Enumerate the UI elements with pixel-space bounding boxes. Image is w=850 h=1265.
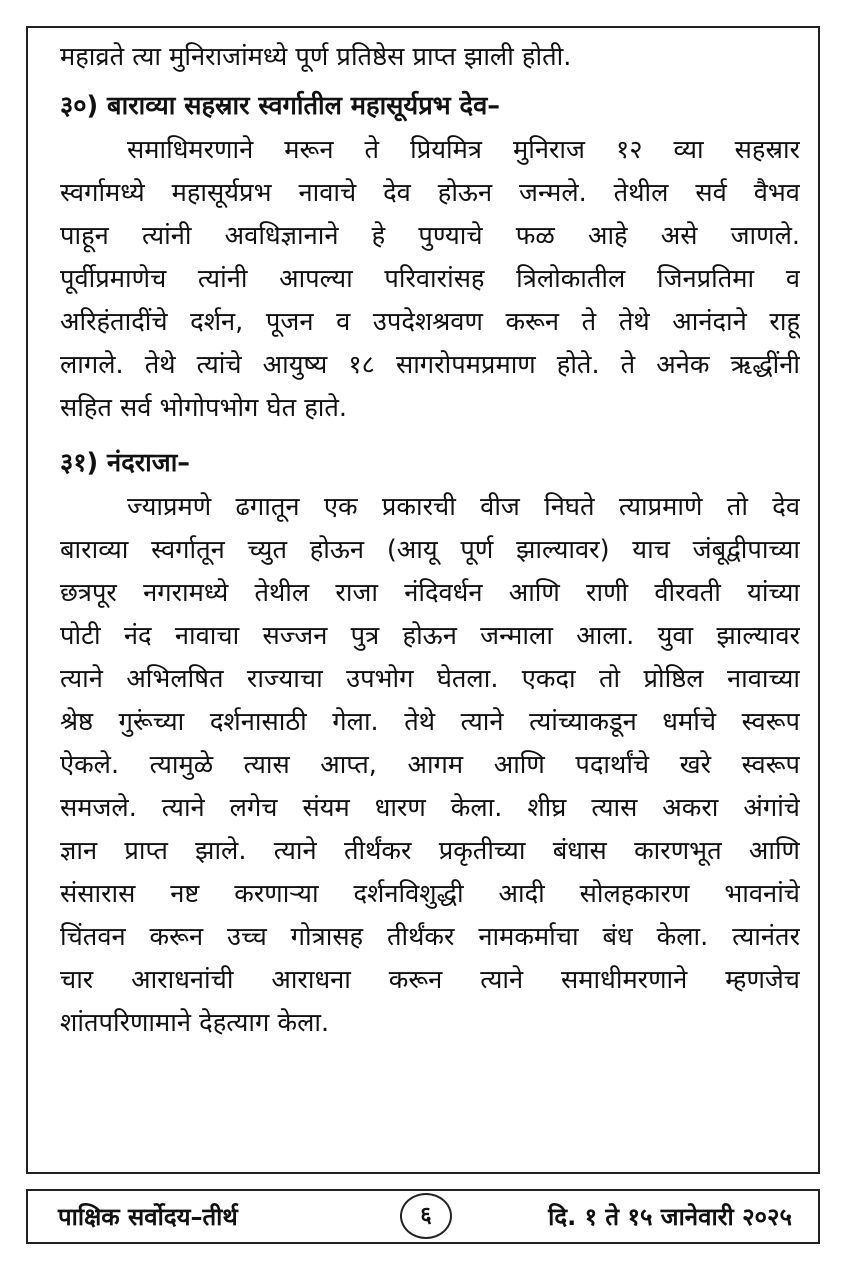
publication-name: पाक्षिक सर्वोदय–तीर्थ [58,1203,238,1231]
body-line: संसारास नष्ट करणाऱ्या दर्शनविशुद्धी आदी सोलहकारण भावनांचे [60,879,800,909]
issue-date-range: दि. १ ते १५ जानेवारी २०२५ [548,1203,792,1231]
body-line: पोटी नंद नावाचा सज्जन पुत्र होऊन जन्माला आला. युवा झाल्यावर [60,621,800,651]
body-line: चार आराधनांची आराधना करून त्याने समाधीमरणाने म्हणजेच [60,965,800,995]
body-line: समाधिमरणाने मरून ते प्रियमित्र मुनिराज १२ व्या सहस्रार [127,135,800,165]
body-line: ज्ञान प्राप्त झाले. त्याने तीर्थंकर प्रकृतीच्या बंधास कारणभूत आणि [60,836,800,866]
section-heading-31: ३१) नंदराजा– [60,448,191,478]
paragraph-30 [60,129,800,430]
body-line: लागले. तेथे त्यांचे आयुष्य १८ सागरोपमप्रमाण होते. ते अनेक ऋद्धींनी [60,350,800,380]
body-line: बाराव्या स्वर्गातून च्युत होऊन (आयू पूर्ण झाल्यावर) याच जंबूद्वीपाच्या [60,535,800,565]
body-line: ऐकले. त्यामुळे त्यास आप्त, आगम आणि पदार्थांचे खरे स्वरूप [60,750,800,780]
body-line: समजले. त्याने लगेच संयम धारण केला. शीघ्र त्यास अकरा अंगांचे [60,793,800,823]
body-line: पूर्वीप्रमाणेच त्यांनी आपल्या परिवारांसह त्रिलोकातील जिनप्रतिमा व [60,264,800,294]
body-line: ज्याप्रमणे ढगातून एक प्रकारची वीज निघते त्याप्रमाणे तो देव [127,492,800,522]
body-line: सहित सर्व भोगोपभोग घेत हाते. [60,393,348,423]
body-line: महाव्रते त्या मुनिराजांमध्ये पूर्ण प्रतिष्ठेस प्राप्त झाली होती. [60,42,572,72]
body-line: छत्रपूर नगरामध्ये तेथील राजा नंदिवर्धन आणि राणी वीरवती यांच्या [60,578,800,608]
body-line: स्वर्गामध्ये महासूर्यप्रभ नावाचे देव होऊन जन्मले. तेथील सर्व वैभव [60,178,800,208]
body-line: शांतपरिणामाने देहत्याग केला. [60,1008,330,1038]
section-heading-30: ३०) बाराव्या सहस्रार स्वर्गातील महासूर्यप्रभ देव– [60,91,500,121]
body-line: अरिहंतादींचे दर्शन, पूजन व उपदेशश्रवण करून ते तेथे आनंदाने राहू [60,307,800,337]
body-line: चिंतवन करून उच्च गोत्रासह तीर्थंकर नामकर्माचा बंध केला. त्यानंतर [60,922,800,952]
page-number-badge: ६ [400,1193,452,1239]
body-line: पाहून त्यांनी अवधिज्ञानाने हे पुण्याचे फळ आहे असे जाणले. [60,221,800,251]
paragraph-31 [60,486,800,1045]
body-line: त्याने अभिलषित राज्याचा उपभोग घेतला. एकदा तो प्रोष्ठिल नावाच्या [60,664,800,694]
article-body [60,36,800,1045]
body-line: श्रेष्ठ गुरूंच्या दर्शनासाठी गेला. तेथे त्याने त्यांच्याकडून धर्माचे स्वरूप [60,707,800,737]
page-footer [26,1189,820,1244]
